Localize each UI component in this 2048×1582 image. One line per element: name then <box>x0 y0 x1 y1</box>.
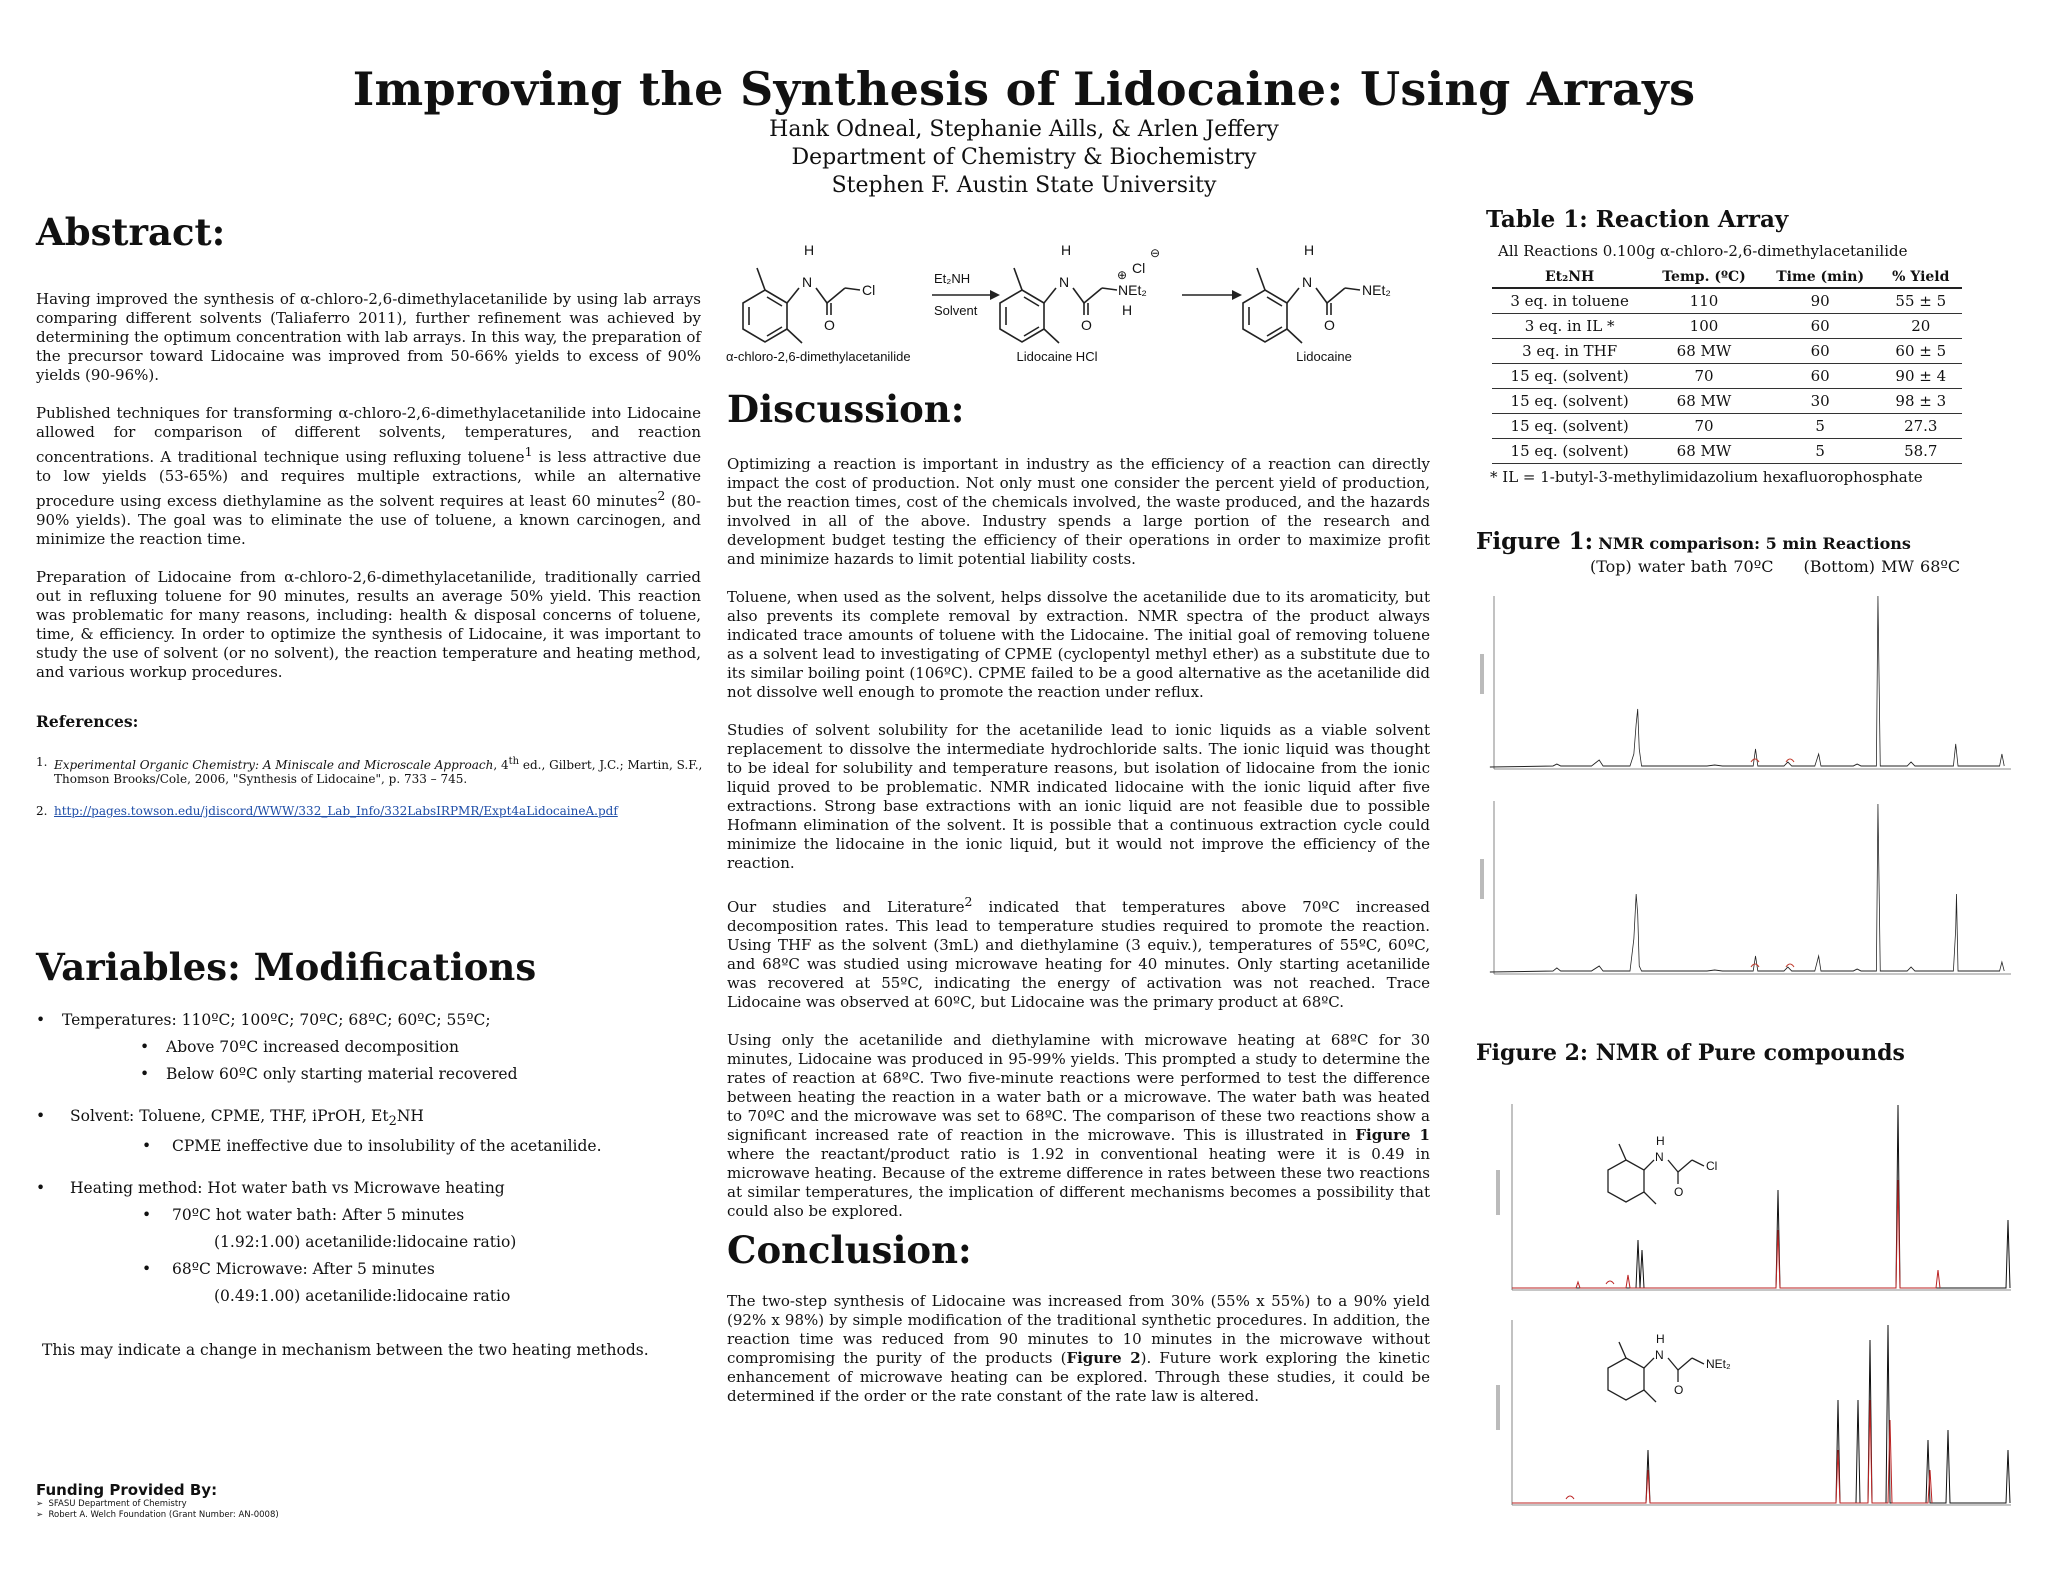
atom-o: O <box>1081 317 1092 333</box>
reagent-label: Et₂NH <box>934 271 971 286</box>
discussion-p4-text-a: Our studies and Literature <box>727 898 965 916</box>
atom-o: O <box>824 317 835 333</box>
reference-1-title: Experimental Organic Chemistry: A Miniscale and Microscale Approach <box>54 758 494 772</box>
poster-title: Improving the Synthesis of Lidocaine: Using Arrays <box>352 62 1696 116</box>
references-heading: References: <box>36 712 139 731</box>
table-cell: 3 eq. in THF <box>1492 339 1647 364</box>
atom-net2-protonated: NEt₂ <box>1118 282 1147 298</box>
atom-n: N <box>1655 1348 1664 1362</box>
variables-list <box>36 1011 696 1305</box>
discussion-p5-text-a: Using only the acetanilide and diethylamine with microwave heating at 68ºC for 30 minutes, Lidocaine was produced in 95-99% yields. This prompted a study to determine the rates of reaction at 68ºC. Two five-minute reactions were performed to test the difference between heating the reaction in a water bath or a microwave. The water bath was heated to 70ºC and the microwave was set to 68ºC. The comparison of these two reactions show a significant increased rate of reaction in the microwave. This is illustrated in <box>727 1031 1430 1144</box>
author-block <box>0 116 2048 200</box>
heating-sub-2-ratio: (0.49:1.00) acetanilide:lidocaine ratio <box>214 1287 511 1306</box>
heating-sub-2 <box>36 1260 696 1278</box>
bullet: • <box>142 1137 152 1156</box>
figure-1-spectra <box>1476 594 2016 994</box>
conclusion-section <box>727 1228 1430 1406</box>
table-cell: 58.7 <box>1880 439 1962 464</box>
discussion-section <box>727 387 1430 1221</box>
bullet: • <box>36 1107 46 1125</box>
atom-h: H <box>1061 242 1072 258</box>
bullet: • <box>36 1011 46 1029</box>
funding-item <box>36 1510 279 1521</box>
variables-closing-note: This may indicate a change in mechanism between the two heating methods. <box>42 1341 649 1360</box>
atom-cl: Cl <box>862 282 876 298</box>
bullet: • <box>36 1179 46 1198</box>
temp-sub-2-text: Below 60ºC only starting material recovered <box>166 1065 518 1083</box>
figure-1-bottom-label: (Bottom) MW 68ºC <box>1803 557 1961 576</box>
reaction-scheme <box>712 235 1412 370</box>
discussion-p5-text-b: where the reactant/product ratio is 1.92 in conventional heating were it is 0.49 in microwave heating. Because of the extreme difference in rates between these two reactions at similar temperatures, the implication of different mechanisms becomes a possibility that could also be explored. <box>727 1145 1430 1220</box>
compound-label-1: α-chloro-2,6-dimethylacetanilide <box>726 349 911 364</box>
funding-item <box>36 1499 279 1510</box>
table-cell: 5 <box>1761 439 1880 464</box>
atom-net2: NEt₂ <box>1362 282 1391 298</box>
atom-n: N <box>1655 1150 1664 1164</box>
abstract-paragraph-2 <box>36 404 701 549</box>
abstract-p2-text-b: is less attractive due to low yields (53-65%) and requires multiple extractions, while an alternative procedure using excess diethylamine as the solvent requires at least 60 minutes <box>36 448 701 510</box>
atom-h: H <box>1304 242 1315 258</box>
atom-h: H <box>804 242 815 258</box>
temp-sub-2 <box>36 1065 696 1083</box>
table-cell: 110 <box>1647 288 1761 314</box>
abstract-paragraph-3: Preparation of Lidocaine from α-chloro-2,6-dimethylacetanilide, traditionally carried out in refluxing toluene for 90 minutes, results an average 50% yield. This reaction was problematic for many reasons, including: health & disposal concerns of toluene, time, & efficiency. In order to optimize the synthesis of Lidocaine, it was important to study the use of solvent (or no solvent), the reaction temperature and heating method, and various workup procedures. <box>36 568 701 681</box>
conclusion-text-b: ). Future work exploring the kinetic enhancement of microwave heating can be explored. Through these studies, it could be determined if the order or the rate constant of the rate law is altered. <box>727 1349 1430 1405</box>
figure-1-title: NMR comparison: 5 min Reactions <box>1598 534 1911 553</box>
funding-item-text: Robert A. Welch Foundation (Grant Number: AN-0008) <box>48 1510 279 1520</box>
table-cell: 60 ± 5 <box>1880 339 1962 364</box>
bullet: • <box>142 1260 152 1279</box>
discussion-paragraph-1: Optimizing a reaction is important in industry as the efficiency of a reaction can directly impact the cost of production. Not only must one consider the percent yield of production, but the reaction times, cost of the chemicals involved, the waste produced, and the hazards involved in all of the above. Industry spends a large portion of the research and development budget testing the efficiency of their operations in order to maximize profit and minimize hazards to limit potential liability costs. <box>727 455 1430 568</box>
table-cell: 5 <box>1761 414 1880 439</box>
discussion-paragraph-4 <box>727 892 1430 1012</box>
temperatures-item <box>36 1011 696 1029</box>
discussion-paragraph-5 <box>727 1031 1430 1221</box>
table-cell: 90 <box>1761 288 1880 314</box>
variables-section <box>36 945 696 1359</box>
solvent-sub-1-text: CPME ineffective due to insolubility of the acetanilide. <box>172 1137 602 1156</box>
funding-item-text: SFASU Department of Chemistry <box>48 1499 187 1509</box>
table-row <box>1492 439 1962 464</box>
heating-sub-1-text: 70ºC hot water bath: After 5 minutes <box>172 1206 465 1225</box>
funding-section <box>36 1481 279 1521</box>
minus-charge-icon: ⊖ <box>1150 246 1161 260</box>
temp-sub-1 <box>36 1038 696 1056</box>
figure-2-title: Figure 2: NMR of Pure compounds <box>1476 1040 1905 1066</box>
solvent-label: Solvent <box>934 303 978 318</box>
solvent-sub-1 <box>36 1137 696 1155</box>
table-cell: 30 <box>1761 389 1880 414</box>
bullet: • <box>140 1038 150 1056</box>
abstract-p2-text-c: (80-90% yields). The goal was to eliminate the use of toluene, a known carcinogen, and minimize the reaction time. <box>36 492 701 548</box>
atom-h: H <box>1656 1332 1665 1346</box>
column-header: Temp. (ºC) <box>1647 267 1761 288</box>
funding-heading: Funding Provided By: <box>36 1481 218 1499</box>
temp-sub-1-text: Above 70ºC increased decomposition <box>166 1038 459 1056</box>
heating-sub-2-text: 68ºC Microwave: After 5 minutes <box>172 1260 435 1279</box>
table-cell: 27.3 <box>1880 414 1962 439</box>
table-cell: 60 <box>1761 339 1880 364</box>
conclusion-paragraph <box>727 1292 1430 1406</box>
reference-2-number: 2. <box>36 804 48 818</box>
atom-o: O <box>1674 1185 1684 1199</box>
heating-sub-1-ratio: (1.92:1.00) acetanilide:lidocaine ratio) <box>214 1233 517 1252</box>
references-section <box>36 712 706 818</box>
abstract-paragraph-1: Having improved the synthesis of α-chloro-2,6-dimethylacetanilide by using lab arrays comparing different solvents (Taliaferro 2011), further refinement was achieved by determining the optimum concentration with lab arrays. In this way, the preparation of the precursor toward Lidocaine was improved from 50-66% yields to excess of 90% yields (90-96%). <box>36 290 701 384</box>
footnote-ref-2: 2 <box>964 894 973 909</box>
column-header: Et₂NH <box>1492 267 1647 288</box>
discussion-paragraph-2: Toluene, when used as the solvent, helps dissolve the acetanilide due to its aromaticity, but also prevents its complete removal by extraction. NMR spectra of the product always indicated trace amounts of toluene with the Lidocaine. The initial goal of removing toluene as a solvent lead to investigating of CPME (cyclopentyl methyl ether) as a substitute due to its similar boiling point (106ºC). CPME failed to be a good alternative as the acetanilide did not dissolve well enough to promote the reaction under reflux. <box>727 588 1430 701</box>
chloride-label: Cl <box>1132 260 1146 276</box>
table-1-section <box>1486 206 2006 486</box>
table-cell: 55 ± 5 <box>1880 288 1962 314</box>
table-header-row <box>1492 267 1962 288</box>
authors: Hank Odneal, Stephanie Aills, & Arlen Jeffery <box>769 117 1279 142</box>
atom-h: H <box>1656 1134 1665 1148</box>
abstract-heading: Abstract: <box>36 210 226 254</box>
heating-item <box>36 1179 696 1197</box>
atom-net2: NEt₂ <box>1706 1357 1731 1371</box>
table-row <box>1492 414 1962 439</box>
table-cell: 15 eq. (solvent) <box>1492 439 1647 464</box>
figure-2-caption <box>1476 1040 2016 1066</box>
atom-n: N <box>1302 274 1313 290</box>
compound-label-3: Lidocaine <box>1296 349 1352 364</box>
abstract-p2-text-a: Published techniques for transforming α-chloro-2,6-dimethylacetanilide into Lidocaine allowed for comparison of different solvents, temperatures, and reaction concentrations. A traditional technique using refluxing toluene <box>36 404 701 466</box>
reaction-array-table <box>1492 267 1962 464</box>
plus-charge-icon: ⊕ <box>1117 268 1128 282</box>
table-1-footnote: * IL = 1-butyl-3-methylimidazolium hexafluorophosphate <box>1490 468 1923 486</box>
reference-1-details: ed., Gilbert, J.C.; Martin, S.F., Thomson Brooks/Cole, 2006, "Synthesis of Lidocaine", p. 733 – 745. <box>54 758 703 786</box>
table-row <box>1492 314 1962 339</box>
figure-1-reference: Figure 1 <box>1355 1126 1430 1144</box>
atom-h: H <box>1122 302 1133 318</box>
figure-2-spectra <box>1476 1100 2016 1520</box>
reference-1 <box>36 755 706 786</box>
table-cell: 3 eq. in toluene <box>1492 288 1647 314</box>
atom-n: N <box>1059 274 1070 290</box>
discussion-heading: Discussion: <box>727 387 965 431</box>
compound-label-2: Lidocaine HCl <box>1016 349 1098 364</box>
footnote-ref-2: 2 <box>657 488 666 503</box>
table-row <box>1492 364 1962 389</box>
reference-1-sup: th <box>508 756 520 767</box>
table-cell: 15 eq. (solvent) <box>1492 364 1647 389</box>
figure-1-top-label: (Top) water bath 70ºC <box>1590 557 1774 576</box>
reference-2 <box>36 804 706 818</box>
temperatures-text: Temperatures: 110ºC; 100ºC; 70ºC; 68ºC; 60ºC; 55ºC; <box>62 1011 491 1029</box>
discussion-p4-text-b: indicated that temperatures above 70ºC increased decomposition rates. This lead to temperature studies required to promote the reaction. Using THF as the solvent (3mL) and diethylamine (3 equiv.), temperatures of 55ºC, 60ºC, and 68ºC was studied using microwave heating for 40 minutes. Only starting acetanilide was recovered at 55ºC, indicating the energy of activation was not reached. Trace Lidocaine was observed at 60ºC, but Lidocaine was the primary product at 68ºC. <box>727 898 1431 1011</box>
table-cell: 70 <box>1647 414 1761 439</box>
table-cell: 15 eq. (solvent) <box>1492 389 1647 414</box>
bullet: • <box>142 1206 152 1225</box>
table-row <box>1492 389 1962 414</box>
figure-1-label: Figure 1: <box>1476 528 1594 555</box>
table-cell: 20 <box>1880 314 1962 339</box>
bullet: • <box>140 1065 150 1083</box>
table-row <box>1492 288 1962 314</box>
table-cell: 15 eq. (solvent) <box>1492 414 1647 439</box>
table-cell: 68 MW <box>1647 439 1761 464</box>
reference-1-number: 1. <box>36 755 48 769</box>
atom-cl: Cl <box>1706 1159 1718 1173</box>
atom-n: N <box>802 274 813 290</box>
table-cell: 60 <box>1761 364 1880 389</box>
column-header: % Yield <box>1880 267 1962 288</box>
figure-2-reference: Figure 2 <box>1066 1349 1141 1367</box>
table-cell: 60 <box>1761 314 1880 339</box>
figure-1-caption <box>1476 528 2016 576</box>
abstract-section <box>36 210 701 682</box>
footnote-ref-1: 1 <box>524 444 533 459</box>
atom-o: O <box>1324 317 1335 333</box>
table-cell: 70 <box>1647 364 1761 389</box>
solvent-item <box>36 1107 696 1129</box>
table-cell: 68 MW <box>1647 339 1761 364</box>
table-cell: 90 ± 4 <box>1880 364 1962 389</box>
conclusion-heading: Conclusion: <box>727 1228 972 1272</box>
solvent-subscript: 2 <box>388 1114 397 1130</box>
table-row <box>1492 339 1962 364</box>
reference-1-edition: , 4 <box>493 758 509 772</box>
atom-o: O <box>1674 1383 1684 1397</box>
arrow-bullet-icon: ➢ <box>36 1510 44 1520</box>
reference-2-link[interactable]: http://pages.towson.edu/jdiscord/WWW/332_Lab_Info/332LabsIRPMR/Expt4aLidocaineA.pdf <box>54 804 618 818</box>
table-1-subtitle: All Reactions 0.100g α-chloro-2,6-dimethylacetanilide <box>1498 242 1908 260</box>
column-header: Time (min) <box>1761 267 1880 288</box>
table-cell: 68 MW <box>1647 389 1761 414</box>
variables-heading: Variables: Modifications <box>36 945 537 989</box>
table-cell: 98 ± 3 <box>1880 389 1962 414</box>
discussion-paragraph-3: Studies of solvent solubility for the acetanilide lead to ionic liquids as a viable solvent replacement to dissolve the intermediate hydrochloride salts. The ionic liquid was thought to be ideal for solubility and temperature reasons, but isolation of lidocaine from the ionic liquid proved to be problematic. NMR indicated lidocaine with the ionic liquid after five extractions. Strong base extractions with an ionic liquid are not feasible due to possible Hofmann elimination of the solvent. It is possible that a continuous extraction cycle could minimize the lidocaine in the ionic liquid, but it would not improve the efficiency of the reaction. <box>727 721 1430 872</box>
heating-text: Heating method: Hot water bath vs Microwave heating <box>70 1179 505 1198</box>
arrow-bullet-icon: ➢ <box>36 1499 44 1509</box>
figure-1-subcaption <box>1476 557 2016 576</box>
table-cell: 3 eq. in IL * <box>1492 314 1647 339</box>
department: Department of Chemistry & Biochemistry <box>791 145 1257 170</box>
solvent-text-end: NH <box>396 1107 424 1125</box>
solvent-text: Solvent: Toluene, CPME, THF, iPrOH, Et <box>70 1107 389 1125</box>
university: Stephen F. Austin State University <box>831 173 1217 198</box>
table-1-title: Table 1: Reaction Array <box>1486 206 1789 233</box>
heating-sub-1 <box>36 1206 696 1224</box>
table-cell: 100 <box>1647 314 1761 339</box>
conclusion-text-a: The two-step synthesis of Lidocaine was increased from 30% (55% x 55%) to a 90% yield (92% x 98%) by simple modification of the traditional synthetic procedures. In addition, the reaction time was reduced from 90 minutes to 10 minutes in the microwave without compromising the purity of the products ( <box>727 1292 1430 1367</box>
